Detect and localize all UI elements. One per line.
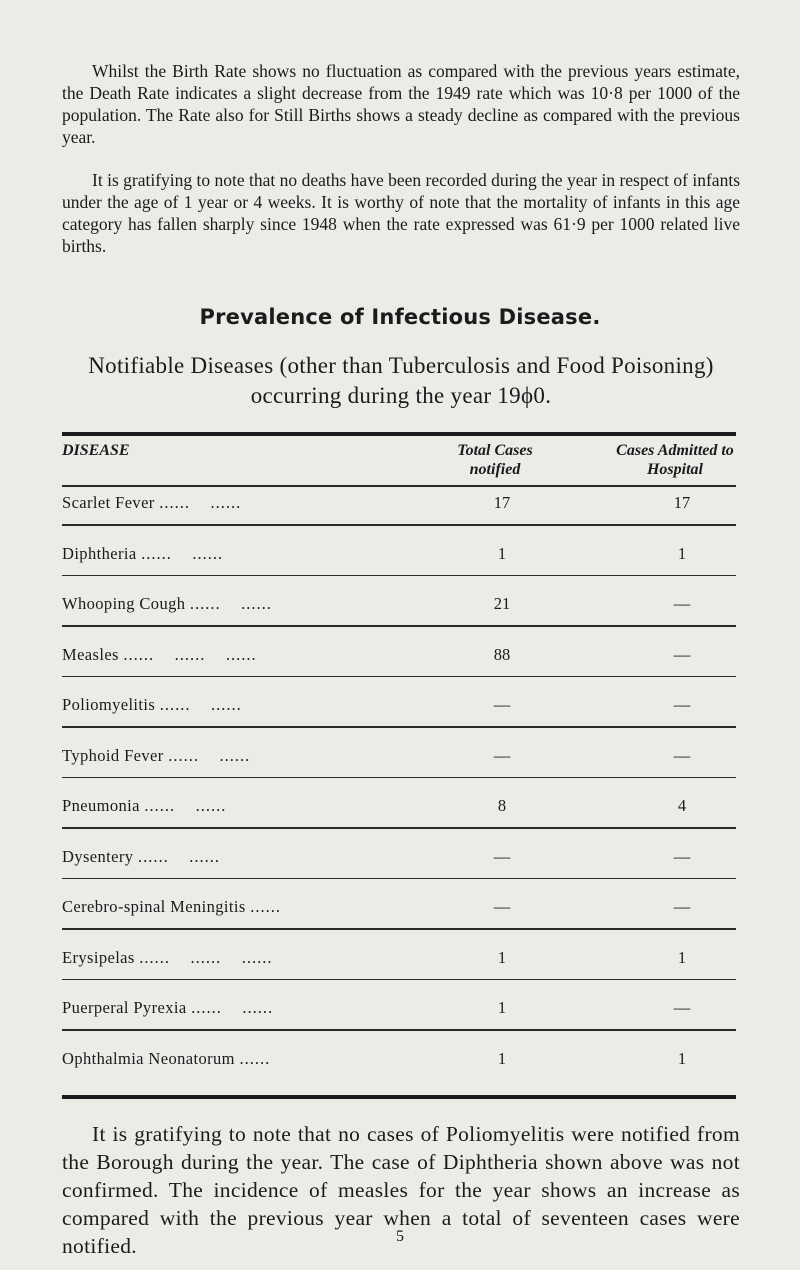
section-heading: Prevalence of Infectious Disease.	[199, 305, 601, 329]
admitted-hospital-value: 1	[677, 947, 687, 967]
admitted-hospital-value: —	[673, 846, 691, 866]
admitted-hospital-value: 17	[673, 493, 691, 512]
table-row	[62, 695, 736, 719]
table-row	[62, 796, 736, 820]
table-top-rule	[62, 432, 736, 436]
total-notified-value: 1	[497, 1048, 507, 1068]
table-row	[62, 493, 736, 517]
disease-label: Erysipelas	[62, 947, 135, 967]
leader-dots: ...... ...... ......	[123, 644, 257, 664]
disease-name	[62, 594, 272, 614]
disease-label: Pneumonia	[62, 796, 140, 815]
table-bottom-rule	[62, 1095, 736, 1099]
disease-name	[62, 695, 242, 715]
total-notified-value: —	[493, 897, 511, 916]
admitted-hospital-value: 4	[677, 796, 687, 815]
leader-dots: ...... ......	[141, 543, 224, 563]
leader-dots: ...... ......	[168, 745, 251, 765]
table-row	[62, 645, 736, 669]
leader-dots: ...... ...... ......	[139, 947, 273, 967]
header-admitted-hospital: Cases Admitted to Hospital	[616, 442, 734, 478]
leader-dots: ...... ......	[159, 695, 242, 714]
row-divider	[62, 979, 736, 981]
row-divider	[62, 524, 736, 526]
disease-name	[62, 544, 223, 564]
disease-label: Ophthalmia Neonatorum	[62, 1048, 235, 1068]
disease-name	[62, 998, 273, 1018]
disease-name	[62, 897, 281, 917]
admitted-hospital-value: —	[673, 695, 691, 714]
disease-label: Whooping Cough	[62, 594, 186, 613]
total-notified-value: 88	[493, 644, 511, 664]
leader-dots: ...... ......	[137, 846, 220, 866]
admitted-hospital-value: 1	[677, 1048, 687, 1068]
table-row	[62, 897, 736, 921]
admitted-hospital-value: —	[673, 594, 691, 613]
admitted-hospital-value: —	[673, 897, 691, 916]
leader-dots: ......	[239, 1048, 271, 1068]
disease-label: Dysentery	[62, 846, 134, 866]
disease-name	[62, 948, 273, 968]
header-disease: DISEASE	[62, 442, 130, 459]
leader-dots: ...... ......	[189, 594, 272, 613]
total-notified-value: 21	[493, 594, 511, 613]
disease-label: Diphtheria	[62, 543, 137, 563]
row-divider	[62, 1029, 736, 1031]
admitted-hospital-value: —	[673, 998, 691, 1017]
disease-label: Puerperal Pyrexia	[62, 998, 187, 1017]
disease-label: Scarlet Fever	[62, 493, 155, 512]
table-caption: Notifiable Diseases (other than Tuberculosis and Food Poisoning) occurring during the year 19ϕ0.	[88, 353, 714, 408]
table-row	[62, 998, 736, 1022]
total-notified-value: 17	[493, 493, 511, 512]
table-row	[62, 1049, 736, 1073]
disease-name	[62, 796, 226, 816]
row-divider	[62, 676, 736, 678]
disease-name	[62, 1049, 270, 1069]
leader-dots: ......	[250, 897, 281, 916]
disease-label: Typhoid Fever	[62, 745, 164, 765]
row-divider	[62, 726, 736, 728]
disease-name	[62, 493, 241, 513]
row-divider	[62, 575, 736, 577]
row-divider	[62, 928, 736, 930]
total-notified-value: 1	[497, 543, 507, 563]
row-divider	[62, 878, 736, 880]
table-row	[62, 746, 736, 770]
total-notified-value: —	[493, 695, 511, 714]
leader-dots: ...... ......	[159, 493, 242, 512]
paragraph-birth-death-rates: Whilst the Birth Rate shows no fluctuation as compared with the previous years estimate, the Death Rate indicates a slight decrease from the 1949 rate which was 10·8 per 1000 of the population. The Rate also for Still Births shows a steady decline as compared with the previous year.	[62, 61, 740, 147]
admitted-hospital-value: —	[673, 644, 691, 664]
header-total-notified: Total Cases notified	[457, 442, 533, 478]
row-divider	[62, 625, 736, 627]
disease-name	[62, 847, 220, 867]
leader-dots: ...... ......	[144, 796, 227, 815]
row-divider	[62, 827, 736, 829]
disease-name	[62, 746, 250, 766]
disease-name	[62, 645, 257, 665]
disease-label: Cerebro-spinal Meningitis	[62, 897, 246, 916]
row-divider	[62, 777, 736, 779]
table-row	[62, 847, 736, 871]
total-notified-value: 8	[497, 796, 507, 815]
total-notified-value: —	[493, 846, 511, 866]
total-notified-value: —	[493, 745, 511, 765]
header-rule	[62, 485, 736, 487]
admitted-hospital-value: 1	[677, 543, 687, 563]
table-row	[62, 948, 736, 972]
total-notified-value: 1	[497, 947, 507, 967]
paragraph-infant-mortality: It is gratifying to note that no deaths have been recorded during the year in respect of infants under the age of 1 year or 4 weeks. It is worthy of note that the mortality of infants in this age category has fallen sharply since 1948 when the rate expressed was 61·9 per 1000 related live births.	[62, 170, 740, 256]
disease-label: Measles	[62, 644, 119, 664]
paragraph-poliomyelitis-measles: It is gratifying to note that no cases of Poliomyelitis were notified from the Borough during the year. The case of Diphtheria shown above was not confirmed. The incidence of measles for the year shows an increase as compared with the previous year when a total of seventeen cases were notified.	[62, 1122, 740, 1258]
total-notified-value: 1	[497, 998, 507, 1017]
admitted-hospital-value: —	[673, 745, 691, 765]
disease-label: Poliomyelitis	[62, 695, 156, 714]
table-row	[62, 544, 736, 568]
page-number: 5	[396, 1228, 404, 1245]
table-row	[62, 594, 736, 618]
leader-dots: ...... ......	[191, 998, 274, 1017]
